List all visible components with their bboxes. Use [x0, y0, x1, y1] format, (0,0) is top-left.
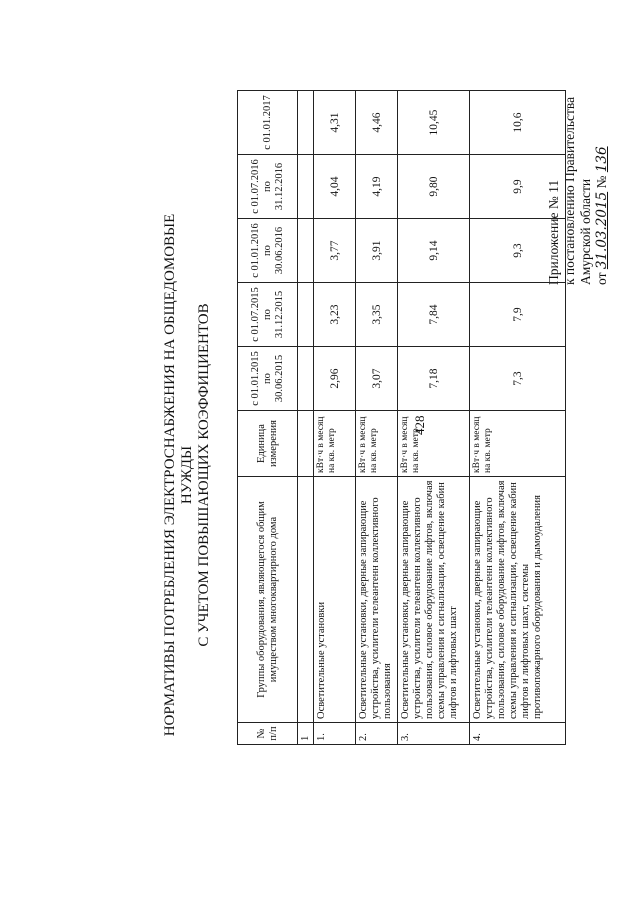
row-num: 1.	[314, 723, 356, 745]
table-row	[314, 91, 356, 745]
row-group: Осветительные установки	[314, 477, 356, 723]
index-cell	[298, 477, 314, 723]
index-cell	[298, 91, 314, 155]
table-row	[470, 91, 566, 745]
date-prefix: от	[594, 272, 609, 285]
row-value: 9,14	[398, 219, 470, 283]
index-cell	[298, 347, 314, 411]
handwritten-date: 31.03.2015	[594, 191, 610, 270]
table-index-row	[298, 91, 314, 745]
row-value: 9,9	[470, 155, 566, 219]
index-cell	[298, 219, 314, 283]
index-cell	[298, 283, 314, 347]
row-group: Осветительные установки, дверные запирающие устройства, усилители телеантенн коллективного пользования, силовое оборудование лифтов, включая схемы управления и сигнализации, освещение кабин лифтов и лифтовых шахт	[398, 477, 470, 723]
row-group: Осветительные установки, дверные запирающие устройства, усилители телеантенн коллективного пользования	[356, 477, 398, 723]
row-value: 9,80	[398, 155, 470, 219]
row-value: 7,9	[470, 283, 566, 347]
header-period-4: с 01.07.2016 по 31.12.2016	[238, 155, 298, 219]
row-value: 3,07	[356, 347, 398, 411]
handwritten-number: 136	[594, 146, 610, 173]
row-value: 7,18	[398, 347, 470, 411]
row-value: 10,6	[470, 91, 566, 155]
row-unit: кВт·ч в месяц на кв. метр	[314, 411, 356, 477]
row-value: 4,19	[356, 155, 398, 219]
header-num: № п/п	[238, 723, 298, 745]
row-value: 7,84	[398, 283, 470, 347]
row-value: 3,23	[314, 283, 356, 347]
title-line-2: С УЧЕТОМ ПОВЫШАЮЩИХ КОЭФФИЦИЕНТОВ	[196, 303, 212, 647]
row-value: 3,91	[356, 219, 398, 283]
header-period-1: с 01.01.2015 по 30.06.2015	[238, 347, 298, 411]
row-value: 4,04	[314, 155, 356, 219]
row-value: 3,35	[356, 283, 398, 347]
table-row	[398, 91, 470, 745]
row-value: 9,3	[470, 219, 566, 283]
table-row	[356, 91, 398, 745]
appendix-line-1: Приложение № 11	[546, 179, 561, 285]
title-line-1: НОРМАТИВЫ ПОТРЕБЛЕНИЯ ЭЛЕКТРОСНАБЖЕНИЯ НА ОБЩЕДОМОВЫЕ НУЖДЫ	[162, 213, 195, 737]
appendix-line-2: к постановлению Правительства	[562, 96, 577, 285]
row-value: 10,45	[398, 91, 470, 155]
row-num: 2.	[356, 723, 398, 745]
row-unit: кВт·ч в месяц на кв. метр	[470, 411, 566, 477]
header-period-2: с 01.07.2015 по 31.12.2015	[238, 283, 298, 347]
document-title	[162, 195, 213, 755]
row-value: 3,77	[314, 219, 356, 283]
row-value: 4,46	[356, 91, 398, 155]
appendix-date-line	[594, 25, 610, 285]
header-group: Группы оборудования, являющегося общим имуществом многоквартирного дома	[238, 477, 298, 723]
page-number: 428	[412, 415, 427, 435]
table-header-row	[238, 91, 298, 745]
header-period-5: с 01.01.2017	[238, 91, 298, 155]
number-label: №	[594, 175, 609, 189]
header-period-3: с 01.01.2016 по 30.06.2016	[238, 219, 298, 283]
row-value: 2,96	[314, 347, 356, 411]
index-cell	[298, 155, 314, 219]
header-unit: Единица измерения	[238, 411, 298, 477]
row-num: 3.	[398, 723, 470, 745]
row-value: 7,3	[470, 347, 566, 411]
appendix-line-3: Амурской области	[578, 178, 593, 285]
row-unit: кВт·ч в месяц на кв. метр	[398, 411, 470, 477]
row-value: 4,31	[314, 91, 356, 155]
row-unit: кВт·ч в месяц на кв. метр	[356, 411, 398, 477]
norms-table	[237, 90, 566, 745]
row-num: 4.	[470, 723, 566, 745]
row-group: Осветительные установки, дверные запирающие устройства, усилители телеантенн коллективного пользования, силовое оборудование лифтов, включая схемы управления и сигнализации, освещение кабин лифтов и лифтовых шахт, системы противопожарного оборудования и дымоудаления	[470, 477, 566, 723]
index-cell: 1	[298, 723, 314, 745]
index-cell	[298, 411, 314, 477]
